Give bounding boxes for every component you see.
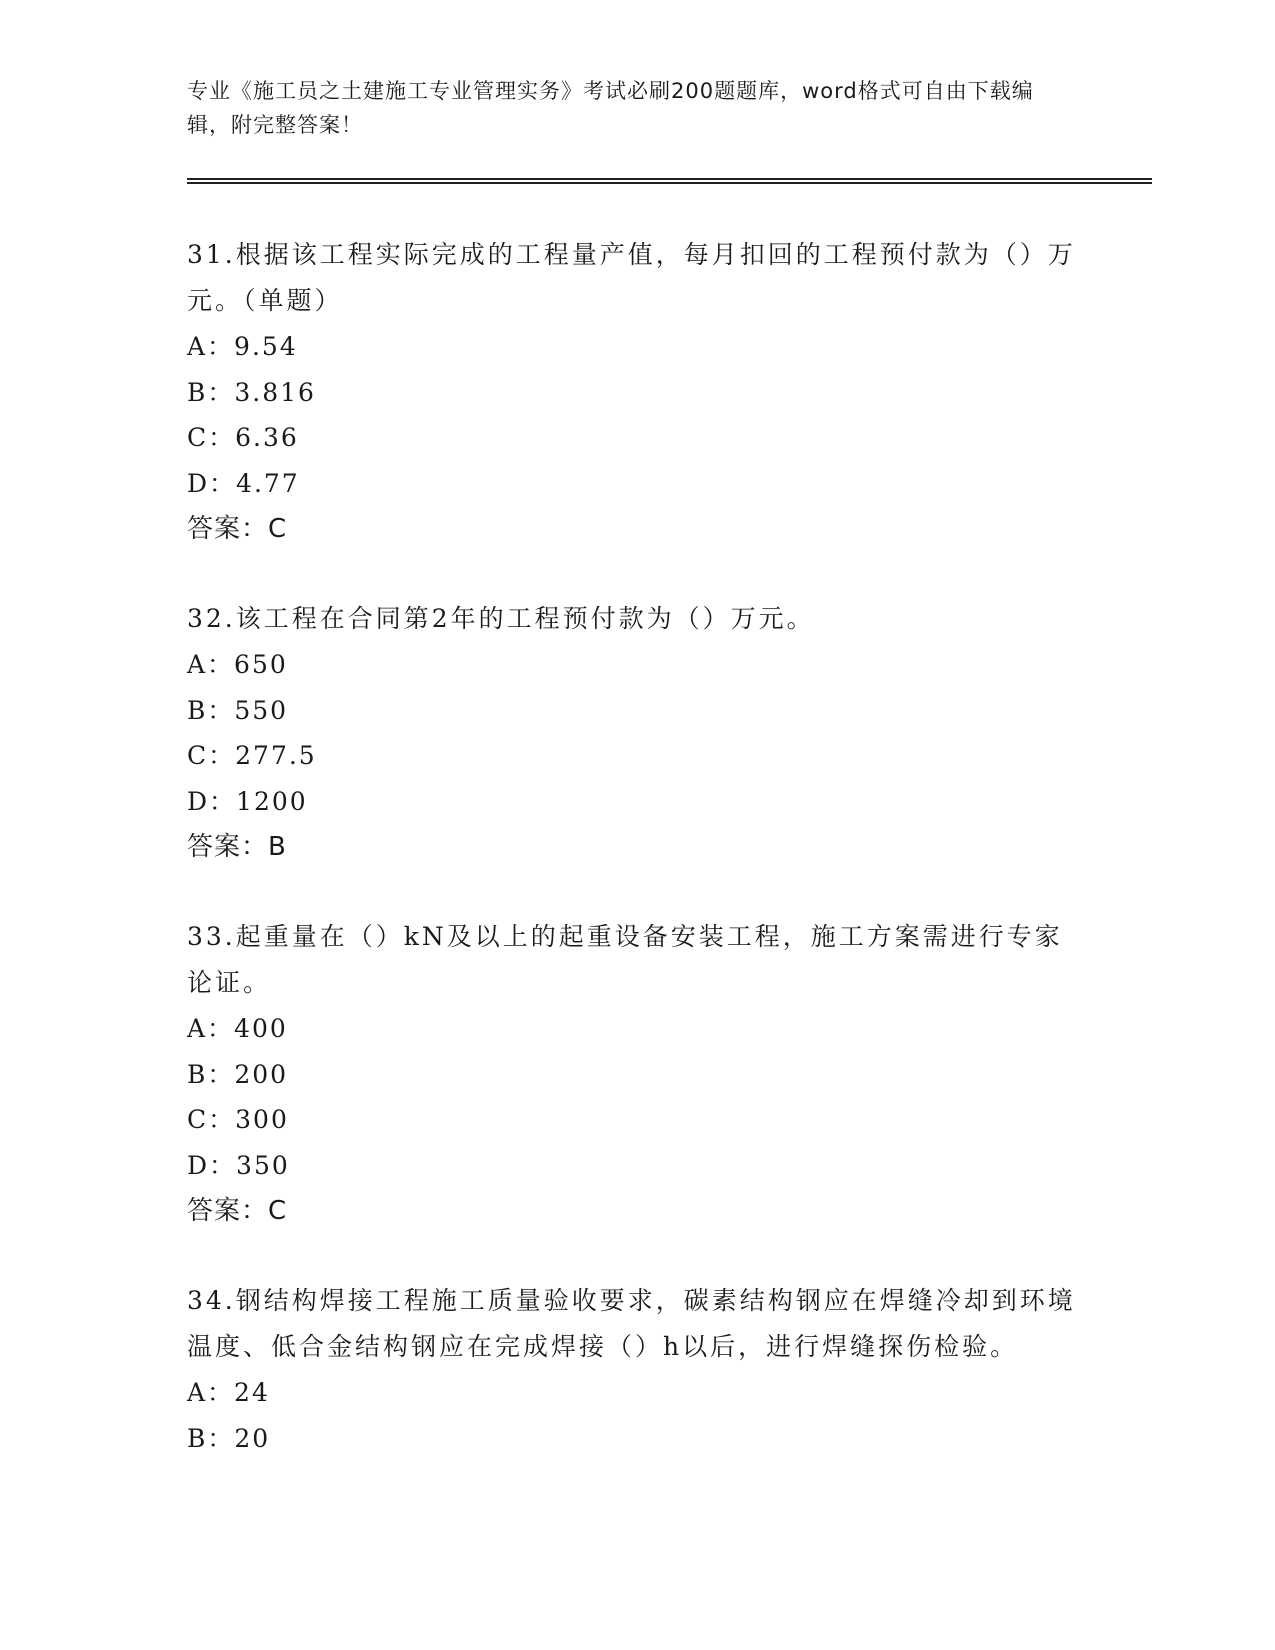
question-item xyxy=(187,914,1152,1234)
option-d: D：350 xyxy=(187,1150,290,1180)
header-divider xyxy=(187,178,1152,184)
option-b: B：20 xyxy=(187,1423,271,1453)
option-b: B：200 xyxy=(187,1059,289,1089)
option-a: A：400 xyxy=(187,1014,288,1043)
answer-text: 答案：C xyxy=(187,514,288,544)
answer-text: 答案：C xyxy=(187,1196,288,1226)
question-item xyxy=(187,596,1152,870)
option-a: A：650 xyxy=(187,650,288,679)
question-text: 32.该工程在合同第2年的工程预付款为（）万元。 xyxy=(187,604,815,633)
option-a: A：9.54 xyxy=(187,332,298,361)
option-d: D：4.77 xyxy=(187,468,300,498)
question-text: 33.起重量在（）kN及以上的起重设备安装工程，施工方案需进行专家论证。 xyxy=(187,922,1063,997)
question-list xyxy=(187,232,1152,1505)
option-c: C：277.5 xyxy=(187,741,317,770)
option-a: A：24 xyxy=(187,1378,270,1407)
option-c: C：300 xyxy=(187,1105,289,1134)
question-item xyxy=(187,232,1152,552)
option-b: B：3.816 xyxy=(187,377,316,407)
question-item xyxy=(187,1278,1152,1461)
question-text: 31.根据该工程实际完成的工程量产值，每月扣回的工程预付款为（）万元。（单题） xyxy=(187,240,1076,315)
option-d: D：1200 xyxy=(187,786,308,816)
option-c: C：6.36 xyxy=(187,423,299,452)
option-b: B：550 xyxy=(187,695,289,725)
document-header: 专业《施工员之土建施工专业管理实务》考试必刷200题题库，word格式可自由下载编辑，附完整答案！ xyxy=(187,79,1034,137)
question-text: 34.钢结构焊接工程施工质量验收要求，碳素结构钢应在焊缝冷却到环境温度、低合金结构钢应在完成焊接（）h以后，进行焊缝探伤检验。 xyxy=(187,1286,1076,1361)
answer-text: 答案：B xyxy=(187,832,287,862)
